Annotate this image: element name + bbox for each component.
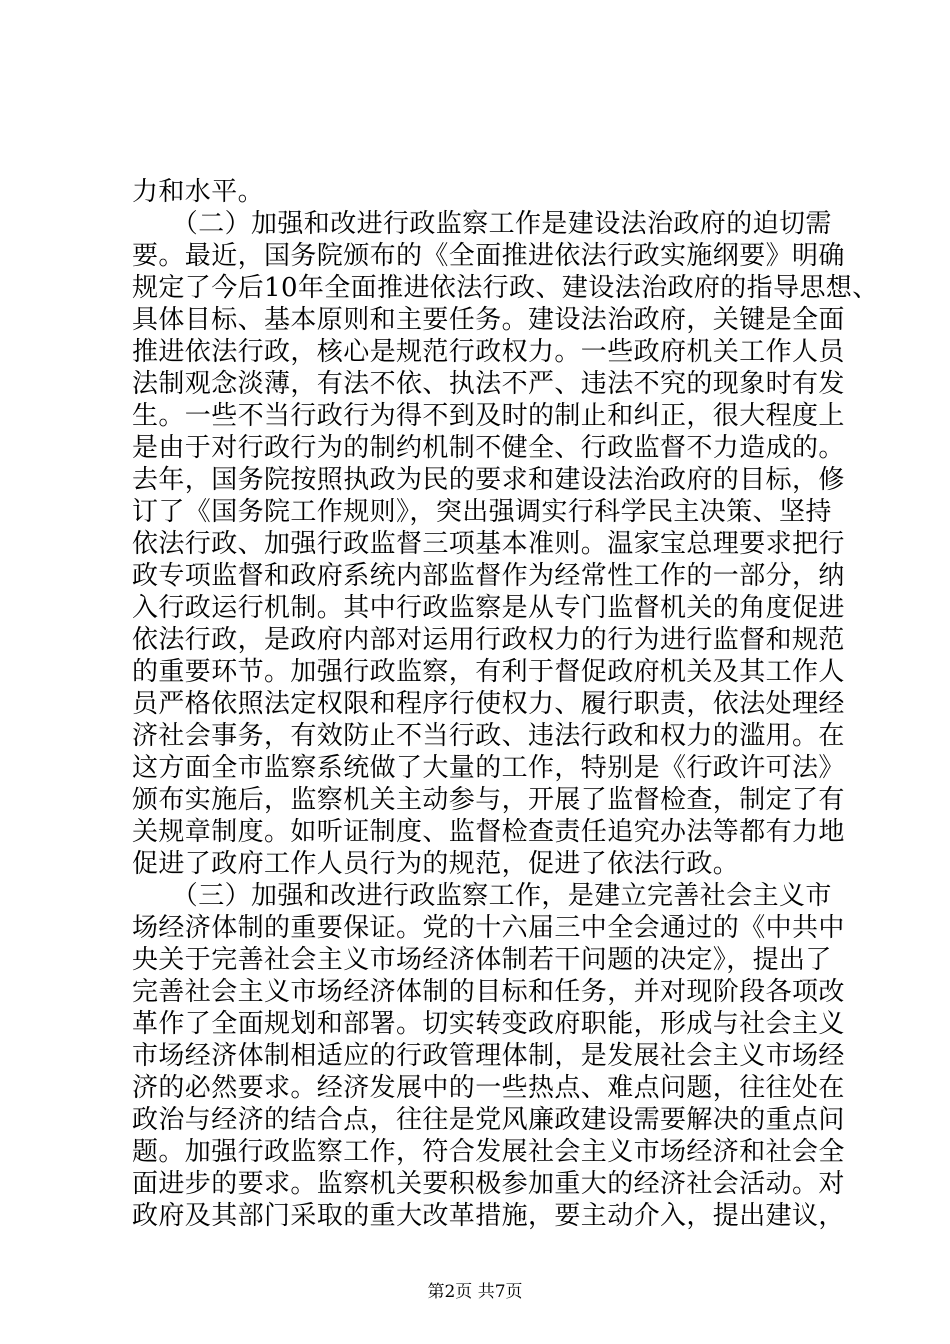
text-line: 颁布实施后，监察机关主动参与，开展了监督检查，制定了有 xyxy=(132,785,845,815)
text-line: 依法行政、加强行政监督三项基本准则。温家宝总理要求把行 xyxy=(132,529,845,559)
text-line: 是由于对行政行为的制约机制不健全、行政监督不力造成的。 xyxy=(132,433,845,463)
text-line: （二）加强和改进行政监察工作是建设法治政府的迫切需 xyxy=(132,209,832,239)
text-line: 依法行政，是政府内部对运用行政权力的行为进行监督和规范 xyxy=(132,625,845,655)
text-line: 生。一些不当行政行为得不到及时的制止和纠正，很大程度上 xyxy=(132,401,845,431)
text-line: （三）加强和改进行政监察工作，是建立完善社会主义市 xyxy=(132,881,832,911)
text-line: 入行政运行机制。其中行政监察是从专门监督机关的角度促进 xyxy=(132,593,845,623)
text-line: 革作了全面规划和部署。切实转变政府职能，形成与社会主义 xyxy=(132,1009,845,1039)
text-line: 订了《国务院工作规则》，突出强调实行科学民主决策、坚持 xyxy=(132,497,832,527)
text-line: 员严格依照法定权限和程序行使权力、履行职责，依法处理经 xyxy=(132,689,845,719)
text-line: 这方面全市监察系统做了大量的工作，特别是《行政许可法》 xyxy=(132,753,845,783)
text-line: 市场经济体制相适应的行政管理体制，是发展社会主义市场经 xyxy=(132,1041,845,1071)
text-line: 济社会事务，有效防止不当行政、违法行政和权力的滥用。在 xyxy=(132,721,845,751)
text-line: 推进依法行政，核心是规范行政权力。一些政府机关工作人员 xyxy=(132,337,845,367)
text-line: 力和水平。 xyxy=(132,177,265,207)
text-line: 规定了今后10年全面推进依法行政、建设法治政府的指导思想、 xyxy=(132,273,879,303)
text-line: 济的必然要求。经济发展中的一些热点、难点问题，往往处在 xyxy=(132,1073,845,1103)
text-line: 关规章制度。如听证制度、监督检查责任追究办法等都有力地 xyxy=(132,817,845,847)
text-line: 政治与经济的结合点，往往是党风廉政建设需要解决的重点问 xyxy=(132,1105,845,1135)
text-line: 题。加强行政监察工作，符合发展社会主义市场经济和社会全 xyxy=(132,1137,845,1167)
text-line: 政专项监督和政府系统内部监督作为经常性工作的一部分，纳 xyxy=(132,561,845,591)
text-line: 去年，国务院按照执政为民的要求和建设法治政府的目标，修 xyxy=(132,465,845,495)
page-footer: 第2页 共7页 xyxy=(427,1282,523,1302)
text-line: 央关于完善社会主义市场经济体制若干问题的决定》，提出了 xyxy=(132,945,832,975)
text-line: 完善社会主义市场经济体制的目标和任务，并对现阶段各项改 xyxy=(132,977,845,1007)
text-line: 面进步的要求。监察机关要积极参加重大的经济社会活动。对 xyxy=(132,1169,845,1199)
text-line: 法制观念淡薄，有法不依、执法不严、违法不究的现象时有发 xyxy=(132,369,845,399)
text-line: 促进了政府工作人员行为的规范，促进了依法行政。 xyxy=(132,849,740,879)
text-line: 场经济体制的重要保证。党的十六届三中全会通过的《中共中 xyxy=(132,913,845,943)
text-line: 要。最近，国务院颁布的《全面推进依法行政实施纲要》明确 xyxy=(132,241,845,271)
text-line: 政府及其部门采取的重大改革措施，要主动介入，提出建议， xyxy=(132,1201,845,1231)
text-line: 具体目标、基本原则和主要任务。建设法治政府，关键是全面 xyxy=(132,305,845,335)
text-line: 的重要环节。加强行政监察，有利于督促政府机关及其工作人 xyxy=(132,657,845,687)
